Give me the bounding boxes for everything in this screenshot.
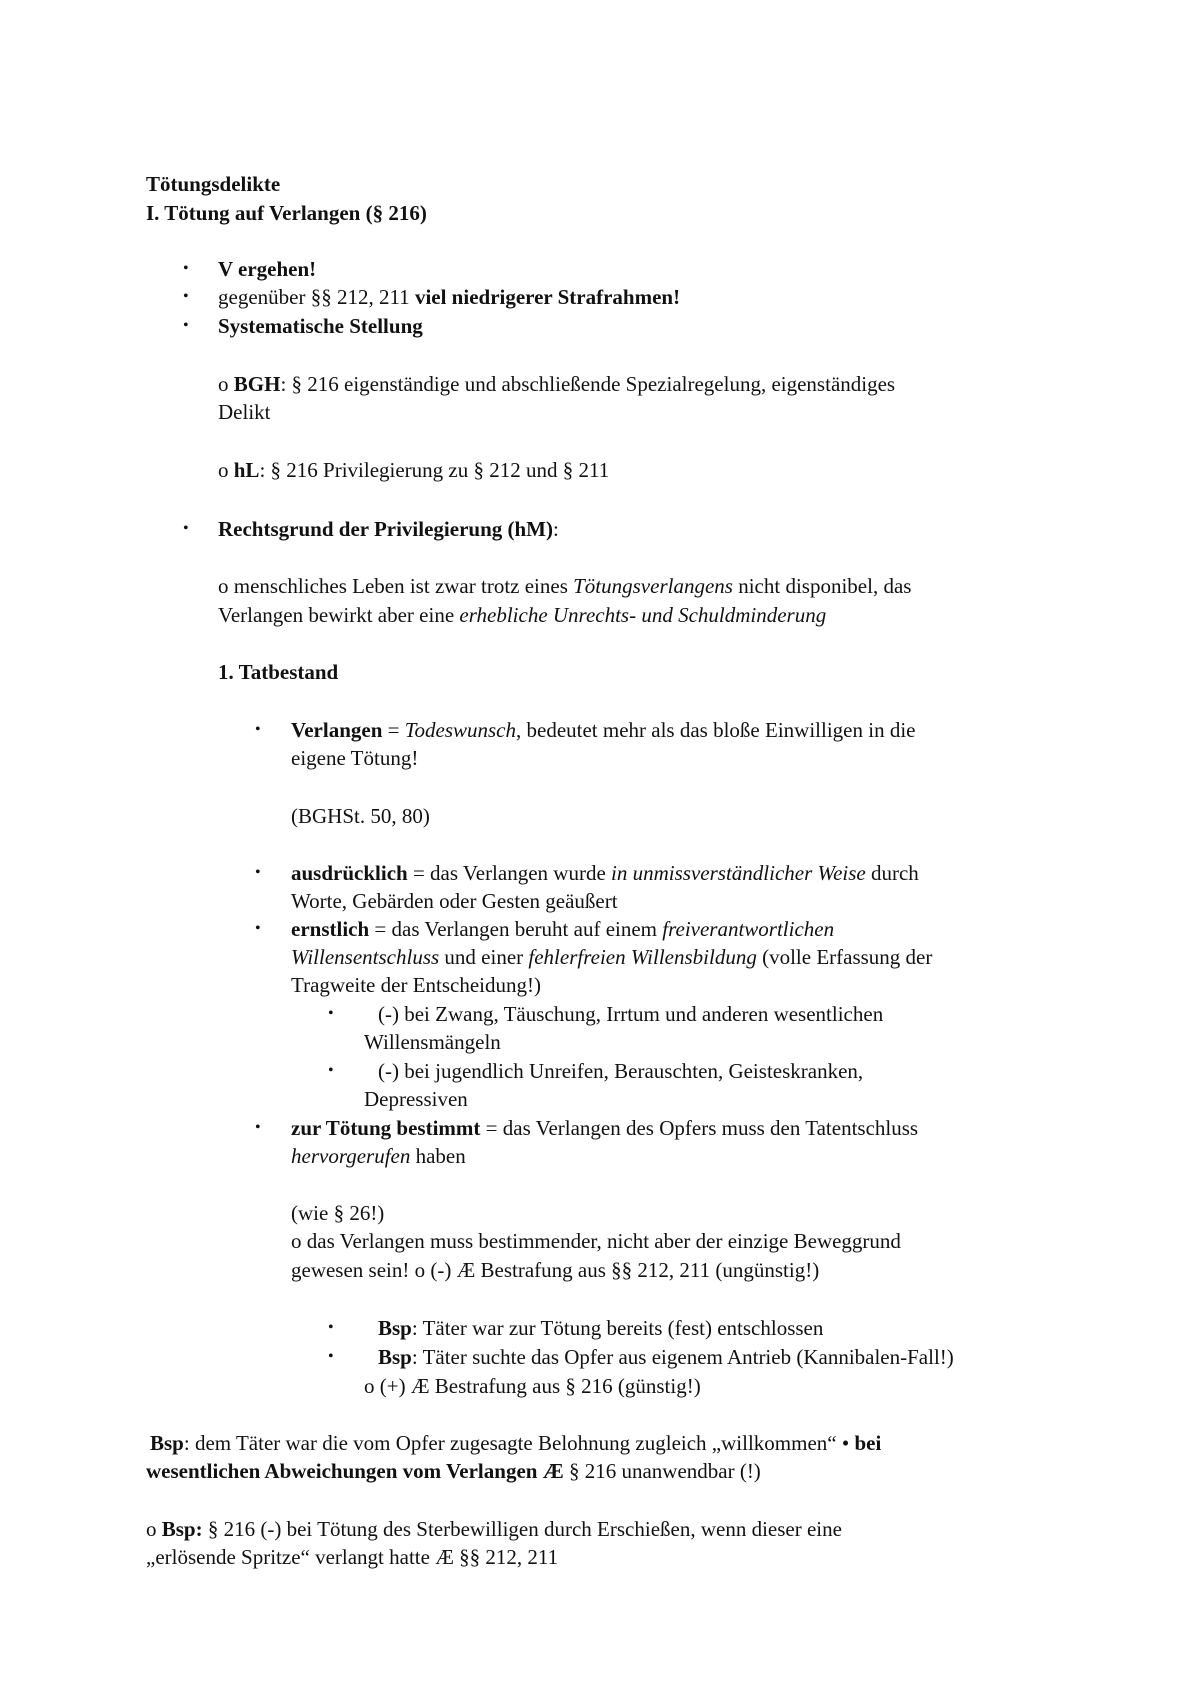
bgh-line: o BGH: § 216 eigenständige und abschließende Spezialregelung, eigenständiges (218, 372, 896, 396)
list-item: Bsp: Täter suchte das Opfer aus eigenem Antrieb (Kannibalen-Fall!) (378, 1345, 954, 1369)
bullet-icon: • (183, 520, 189, 537)
bullet-icon: • (328, 1348, 334, 1365)
hl-line: o hL: § 216 Privilegierung zu § 212 und § 211 (218, 458, 610, 482)
paragraph-line: o (+) Æ Bestrafung aus § 216 (günstig!) (364, 1374, 701, 1398)
paragraph-line: Worte, Gebärden oder Gesten geäußert (291, 889, 618, 913)
paragraph-line: o das Verlangen muss bestimmender, nicht aber der einzige Beweggrund (291, 1229, 901, 1253)
list-item: Verlangen = Todeswunsch, bedeutet mehr als das bloße Einwilligen in die (291, 718, 916, 742)
subsection-heading: 1. Tatbestand (218, 660, 339, 684)
citation: (BGHSt. 50, 80) (291, 804, 430, 828)
bullet-icon: • (328, 1005, 334, 1022)
bullet-icon: • (328, 1062, 334, 1079)
bullet-icon: • (255, 920, 261, 937)
paragraph-line: wesentlichen Abweichungen vom Verlangen Æ § 216 unanwendbar (!) (146, 1459, 761, 1483)
paragraph-line: Willensmängeln (364, 1030, 501, 1054)
paragraph-line: gewesen sein! o (-) Æ Bestrafung aus §§ 212, 211 (ungünstig!) (291, 1258, 820, 1282)
list-item: ernstlich = das Verlangen beruht auf einem freiverantwortlichen (291, 917, 835, 941)
paragraph-line: Depressiven (364, 1087, 468, 1111)
bullet-icon: • (255, 721, 261, 738)
paragraph-line: hervorgerufen haben (291, 1144, 466, 1168)
list-item: V ergehen! (218, 257, 317, 281)
paragraph-line: Willensentschluss und einer fehlerfreien Willensbildung (volle Erfassung der (291, 945, 933, 969)
bullet-icon: • (183, 288, 189, 305)
section-heading: I. Tötung auf Verlangen (§ 216) (146, 201, 427, 225)
bullet-icon: • (255, 864, 261, 881)
list-item: Rechtsgrund der Privilegierung (hM): (218, 517, 559, 541)
bgh-continuation: Delikt (218, 400, 271, 424)
list-item: Bsp: Täter war zur Tötung bereits (fest) entschlossen (378, 1316, 824, 1340)
list-item: zur Tötung bestimmt = das Verlangen des Opfers muss den Tatentschluss (291, 1116, 919, 1140)
paragraph-line: (wie § 26!) (291, 1201, 385, 1225)
paragraph-line: o menschliches Leben ist zwar trotz eines Tötungsverlangens nicht disponibel, das (218, 574, 912, 598)
paragraph-line: Bsp: dem Täter war die vom Opfer zugesagte Belohnung zugleich „willkommen“ • bei (150, 1431, 882, 1455)
paragraph-line: Tragweite der Entscheidung!) (291, 973, 541, 997)
document-title: Tötungsdelikte (146, 172, 281, 196)
paragraph-line: eigene Tötung! (291, 746, 419, 770)
bullet-icon: • (328, 1319, 334, 1336)
list-item: (-) bei Zwang, Täuschung, Irrtum und anderen wesentlichen (378, 1002, 884, 1026)
bullet-icon: • (255, 1119, 261, 1136)
bullet-icon: • (183, 260, 189, 277)
paragraph-line: „erlösende Spritze“ verlangt hatte Æ §§ 212, 211 (146, 1545, 559, 1569)
list-item: (-) bei jugendlich Unreifen, Berauschten, Geisteskranken, (378, 1059, 864, 1083)
list-item: Systematische Stellung (218, 314, 423, 338)
paragraph-line: Verlangen bewirkt aber eine erhebliche Unrechts- und Schuldminderung (218, 603, 827, 627)
bullet-icon: • (183, 317, 189, 334)
list-item: ausdrücklich = das Verlangen wurde in unmissverständlicher Weise durch (291, 861, 919, 885)
list-item: gegenüber §§ 212, 211 viel niedrigerer Strafrahmen! (218, 285, 681, 309)
paragraph-line: o Bsp: § 216 (-) bei Tötung des Sterbewilligen durch Erschießen, wenn dieser eine (146, 1517, 842, 1541)
